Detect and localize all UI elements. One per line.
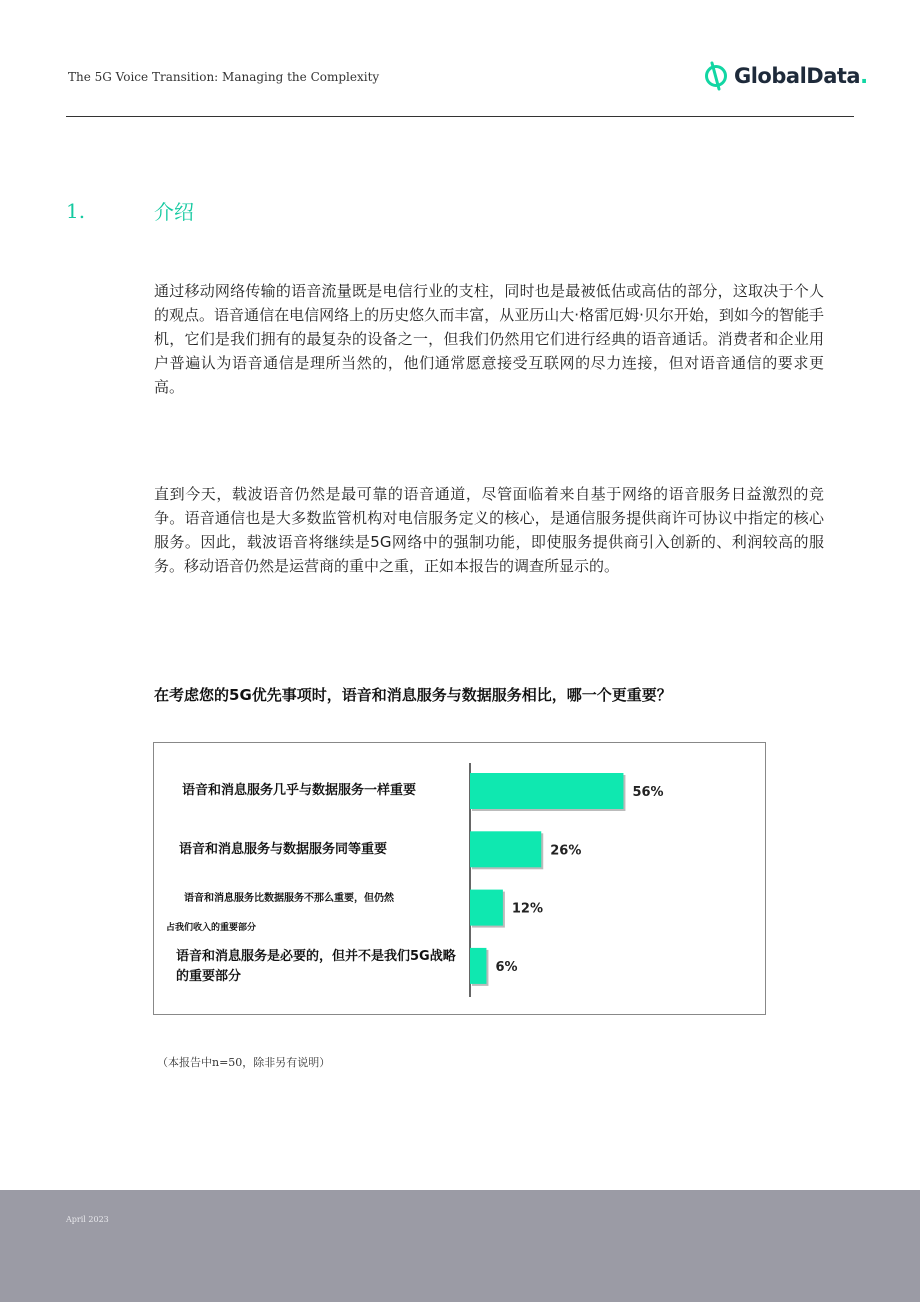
bar-chart <box>153 742 766 1015</box>
bar <box>470 890 503 926</box>
logo-wordmark: GlobalData. <box>734 64 868 88</box>
data-label: 12% <box>511 901 544 917</box>
chart-plot <box>154 743 765 1014</box>
data-label: 6% <box>495 959 518 975</box>
category-label: 语音和消息服务是必要的，但并不是我们5G战略的重要部分 <box>176 949 456 984</box>
header-divider <box>66 116 854 117</box>
section-number: 1. <box>66 199 86 223</box>
footnote: （本报告中n=50，除非另有说明） <box>157 1056 331 1069</box>
bar <box>470 773 623 809</box>
footer-band <box>0 1190 920 1302</box>
bar <box>470 831 541 867</box>
globaldata-logo-icon <box>704 60 728 92</box>
data-label: 56% <box>632 785 664 800</box>
category-label: 语音和消息服务比数据服务不那么重要，但仍然 <box>184 893 394 904</box>
chart-question: 在考虑您的5G优先事项时，语音和消息服务与数据服务相比，哪一个更重要？ <box>154 686 672 704</box>
report-title: The 5G Voice Transition: Managing the Complexity <box>68 70 380 84</box>
intro-paragraph-2: 直到今天，载波语音仍然是最可靠的语音通道，尽管面临着来自基于网络的语音服务日益激烈的竞争。语音通信也是大多数监管机构对电信服务定义的核心，是通信服务提供商许可协议中指定的核心服务。因此，载波语音将继续是5G网络中的强制功能，即使服务提供商引入创新的、利润较高的服务。移动语音仍然是运营商的重中之重，正如本报告的调查所显示的。 <box>154 485 824 575</box>
bar <box>470 948 486 984</box>
data-label: 26% <box>550 843 582 859</box>
intro-paragraph-1: 通过移动网络传输的语音流量既是电信行业的支柱，同时也是最被低估或高估的部分，这取决于个人的观点。语音通信在电信网络上的历史悠久而丰富，从亚历山大·格雷厄姆·贝尔开始，到如今的智能手机，它们是我们拥有的最复杂的设备之一，但我们仍然用它们进行经典的语音通话。消费者和企业用户普遍认为语音通信是理所当然的，他们通常愿意接受互联网的尽力连接，但对语音通信的要求更高。 <box>154 282 824 396</box>
category-label: 语音和消息服务与数据服务同等重要 <box>179 842 388 857</box>
footer-date: April 2023 <box>66 1215 109 1224</box>
category-label: 语音和消息服务几乎与数据服务一样重要 <box>182 783 417 798</box>
section-title: 介绍 <box>154 200 194 224</box>
category-label: 占我们收入的重要部分 <box>166 923 257 933</box>
globaldata-logo <box>704 60 868 92</box>
